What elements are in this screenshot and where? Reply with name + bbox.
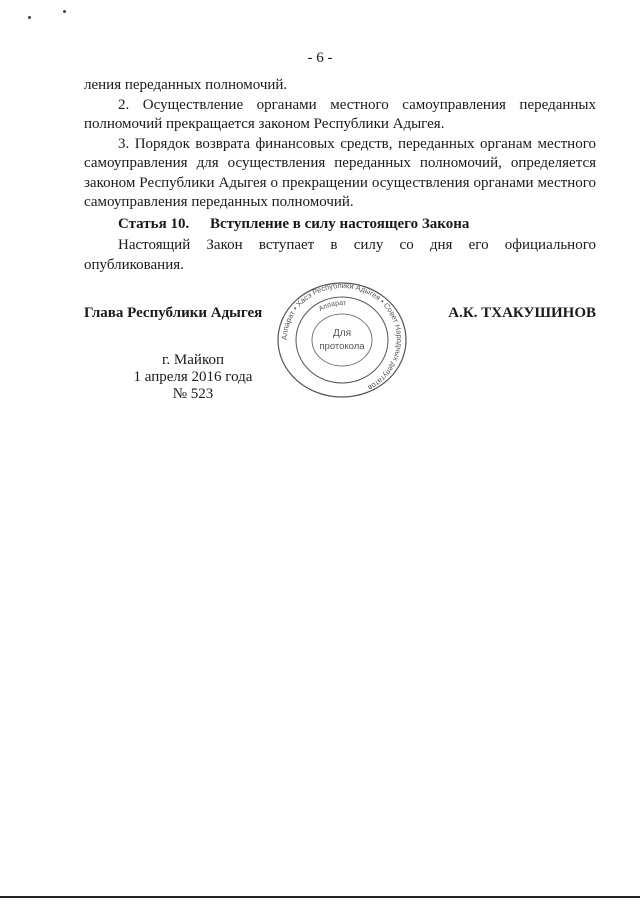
article-number: Статья 10.: [118, 216, 190, 232]
stamp-center-text-1: Для: [332, 328, 352, 339]
date: 1 апреля 2016 года: [133, 369, 253, 385]
scan-speck: [28, 16, 31, 19]
scan-edge-line: [0, 896, 640, 898]
city: г. Майкоп: [161, 352, 225, 368]
stamp-inner-text: Аппарат: [317, 299, 347, 313]
article-title: Вступление в силу настоящего Закона: [210, 216, 470, 232]
paragraph-2: 2. Осуществление органами местного самоуправления переданных полномочий прекращается законом Республики Адыгея.: [84, 96, 596, 132]
paragraph-3: 3. Порядок возврата финансовых средств, переданных органам местного самоуправления для осуществления переданных полномочий, определяется законом Республики Адыгея о прекращении осуществления органами местного самоуправления переданных полномочий.: [84, 135, 596, 210]
body-text: [84, 76, 596, 213]
official-stamp: [274, 280, 410, 400]
signer-title: Глава Республики Адыгея: [84, 305, 263, 321]
place-date-block: [118, 352, 268, 403]
law-number: № 523: [172, 386, 214, 402]
stamp-center-text-2: протокола: [319, 341, 365, 352]
article-heading: [118, 216, 469, 233]
signer-name: А.К. ТХАКУШИНОВ: [448, 305, 596, 321]
stamp-center-ring: [312, 314, 372, 366]
page-number: - 6 -: [307, 50, 333, 66]
stamp-outer-text: Аппарат • Хасэ Республики Адыгея • Совет Народных депутатов: [279, 280, 405, 393]
paragraph-continuation: ления переданных полномочий.: [84, 77, 288, 93]
stamp-inner-ring: [296, 297, 388, 383]
scan-speck: [63, 10, 66, 13]
article-text: Настоящий Закон вступает в силу со дня его официального опубликования.: [84, 237, 596, 273]
